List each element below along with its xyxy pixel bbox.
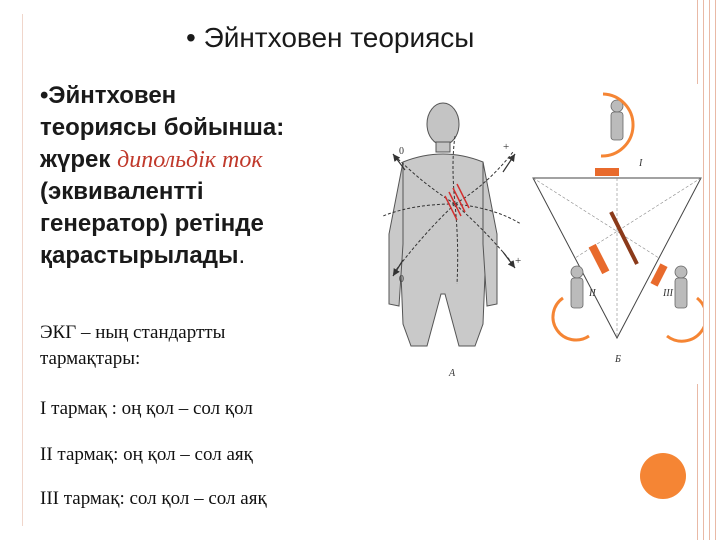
label-plus-bottom: +	[515, 255, 522, 267]
lead-bar	[595, 168, 619, 176]
para-text: жүрек	[40, 146, 118, 173]
para-text: қарастырылады	[40, 242, 239, 269]
para-period: .	[238, 242, 246, 269]
slide-title: • Эйнтховен теориясы	[186, 22, 475, 53]
para-line-2: теориясы бойынша:	[40, 114, 285, 141]
dipole-current-term: дипольдік ток	[117, 147, 263, 173]
para-line-3	[40, 144, 340, 176]
para-line-5: генератор) ретінде	[40, 210, 264, 237]
para-text: Эйнтховен	[48, 82, 177, 109]
bullet: •	[40, 82, 49, 109]
border-stripe	[715, 0, 716, 540]
label-lead-i: I	[639, 158, 643, 169]
ecg-heading-line-1: ЭКГ – ның стандартты	[40, 322, 226, 343]
label-lead-iii: III	[663, 288, 673, 299]
lead-item: III тармақ: сол қол – сол аяқ	[40, 488, 267, 509]
einthoven-diagram	[363, 84, 703, 384]
lead-item: II тармақ: оң қол – сол аяқ	[40, 444, 253, 465]
label-zero-bottom: 0	[399, 274, 404, 285]
label-plus-top: +	[503, 141, 510, 153]
para-line-6	[40, 240, 340, 272]
para-line-4: (эквиваленттi	[40, 178, 204, 205]
label-lead-ii: II	[589, 288, 596, 299]
label-panel-a: А	[449, 368, 456, 379]
label-panel-b: Б	[615, 354, 621, 365]
lead-item: I тармақ : оң қол – сол қол	[40, 398, 253, 419]
border-stripe	[709, 0, 710, 540]
einthoven-paragraph	[40, 80, 340, 272]
para-line-1	[40, 80, 340, 112]
border-stripe	[703, 0, 704, 540]
label-zero-top: 0	[399, 146, 404, 157]
decorative-orange-circle	[640, 453, 686, 499]
ecg-heading-line-2: тармақтары:	[40, 348, 141, 369]
einthoven-figure	[363, 84, 703, 389]
